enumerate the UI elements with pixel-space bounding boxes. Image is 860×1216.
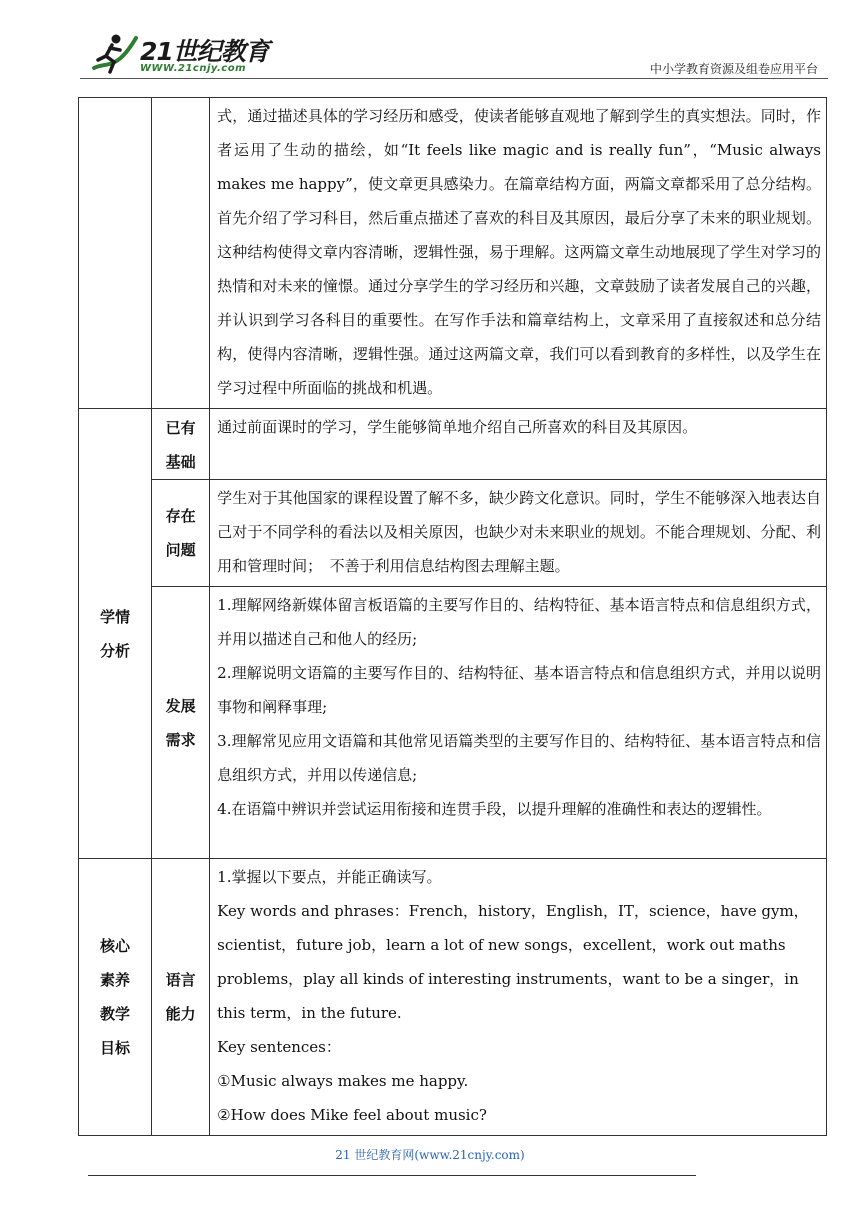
logo-text: 21世纪教育	[140, 37, 269, 66]
table-row	[79, 98, 827, 409]
table-row	[79, 480, 827, 587]
empty-cell	[79, 98, 152, 409]
empty-cell	[152, 98, 210, 409]
cell-text: 学生对于其他国家的课程设置了解不多，缺少跨文化意识。同时，学生不能够深入地表达自己对于不同学科的看法以及相关原因，也缺少对未来职业的规划。不能合理规划、分配、利用和管理时间； 不善于利用信息结构图去理解主题。	[217, 489, 821, 575]
logo-url: WWW.21cnjy.com	[140, 63, 247, 74]
lesson-plan-table	[78, 97, 827, 1136]
page-footer[interactable]: 21 世纪教育网(www.21cnjy.com)	[335, 1148, 525, 1162]
text-cell	[210, 587, 827, 859]
sub-label-needs: 发展 需求	[152, 587, 210, 859]
cell-text	[210, 587, 826, 829]
table-row	[79, 859, 827, 1136]
section-label-xueqing: 学情 分析	[79, 409, 152, 859]
table-row	[79, 587, 827, 859]
list-item: Key words and phrases：French，history，English，IT，science，have gym，scientist，future job，learn a lot of new songs，excellent，work out maths problems，play all kinds of interesting instruments，want to be a singer，in this term，in the future.	[217, 902, 809, 1022]
list-item: Key sentences：	[217, 1038, 341, 1056]
table-row	[79, 409, 827, 480]
page-header	[80, 28, 828, 78]
cell-text: 式，通过描述具体的学习经历和感受，使读者能够直观地了解到学生的真实想法。同时，作者运用了生动的描绘，如“It feels like magic and is really fun”，“Music always makes me happy”，使文章更具感染力。在篇章结构方面，两篇文章都采用了总分结构。首先介绍了学习科目，然后重点描述了喜欢的科目及其原因，最后分享了未来的职业规划。这种结构使得文章内容清晰，逻辑性强，易于理解。这两篇文章生动地展现了学生对学习的热情和对未来的憧憬。通过分享学生的学习经历和兴趣，文章鼓励了读者发展自己的兴趣，并认识到学习各科目的重要性。在写作手法和篇章结构上，文章采用了直接叙述和总分结构，使得内容清晰，逻辑性强。通过这两篇文章，我们可以看到教育的多样性，以及学生在学习过程中所面临的挑战和机遇。	[217, 107, 821, 397]
text-cell	[210, 409, 827, 480]
list-item: 3.理解常见应用文语篇和其他常见语篇类型的主要写作目的、结构特征、基本语言特点和信息组织方式，并用以传递信息;	[217, 732, 821, 784]
list-item: ②How does Mike feel about music?	[217, 1106, 487, 1124]
running-figure-logo-icon	[88, 30, 140, 76]
platform-name: 中小学教育资源及组卷应用平台	[649, 62, 818, 76]
list-item: 2.理解说明文语篇的主要写作目的、结构特征、基本语言特点和信息组织方式，并用以说明事物和阐释事理;	[217, 664, 821, 716]
cell-text: 通过前面课时的学习，学生能够简单地介绍自己所喜欢的科目及其原因。	[217, 418, 698, 436]
text-cell	[210, 98, 827, 409]
section-label-hexin: 核心 素养 教学 目标	[79, 859, 152, 1136]
header-divider	[80, 78, 828, 79]
sub-label-problems: 存在 问题	[152, 480, 210, 587]
sub-label-foundation: 已有 基础	[152, 409, 210, 480]
site-logo[interactable]	[88, 30, 328, 76]
list-item: 1.掌握以下要点，并能正确读写。	[217, 868, 442, 886]
list-item: 1.理解网络新媒体留言板语篇的主要写作目的、结构特征、基本语言特点和信息组织方式，并用以描述自己和他人的经历;	[217, 596, 821, 648]
text-cell	[210, 859, 827, 1136]
text-cell	[210, 480, 827, 587]
sub-label-language: 语言 能力	[152, 859, 210, 1136]
list-item: 4.在语篇中辨识并尝试运用衔接和连贯手段，以提升理解的准确性和表达的逻辑性。	[217, 800, 772, 818]
footer-divider	[88, 1175, 696, 1176]
cell-text	[210, 859, 826, 1135]
list-item: ①Music always makes me happy.	[217, 1072, 469, 1090]
